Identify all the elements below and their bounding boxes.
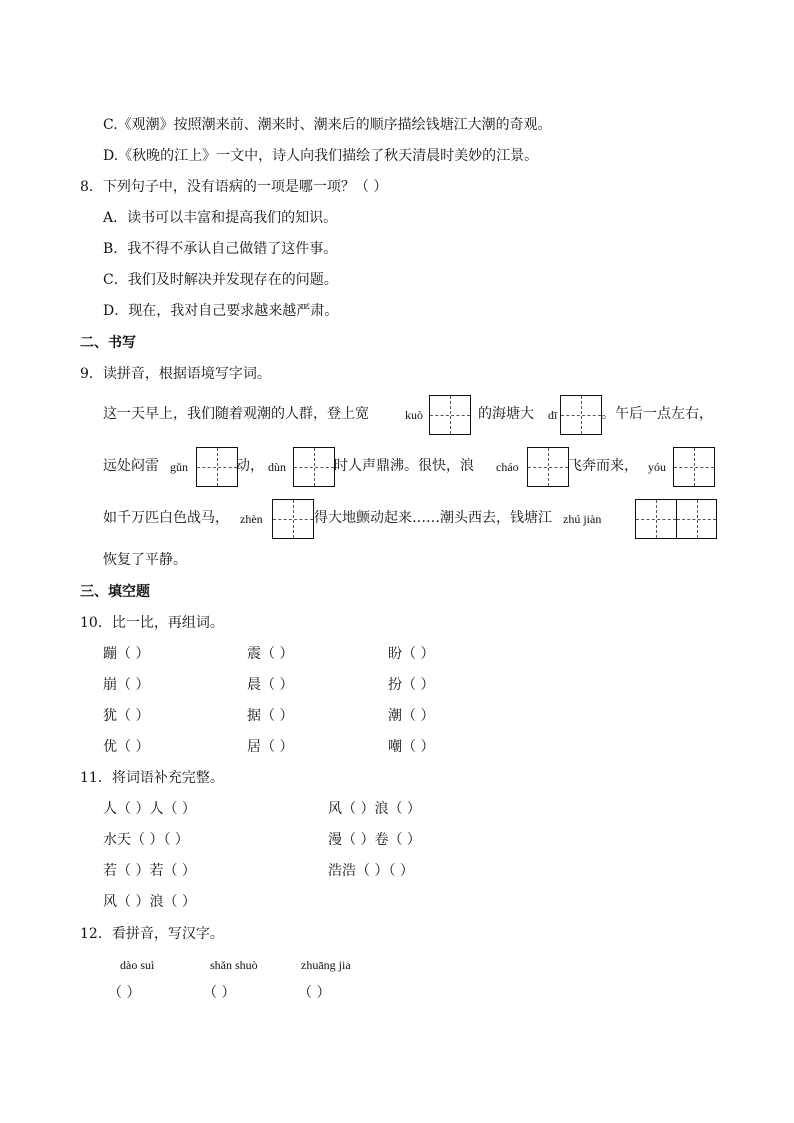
q9-text-2d: 飞奔而来，: [568, 458, 638, 474]
q10-item: 优（ ）: [103, 739, 150, 755]
q9-answer-box-8[interactable]: [635, 499, 717, 539]
q9-text-3b: 得大地颤动起来……潮头西去，钱塘江: [314, 510, 552, 526]
q9-text-4: 恢复了平静。: [103, 552, 187, 568]
q9-answer-box-5[interactable]: [527, 447, 569, 487]
q8-stem: 8．下列句子中，没有语病的一项是哪一项？（ ）: [80, 179, 388, 195]
q9-answer-box-3[interactable]: [196, 447, 238, 487]
q8-option-a: A．读书可以丰富和提高我们的知识。: [103, 210, 338, 226]
q11-item: 风（ ）浪（ ）: [103, 894, 196, 910]
q8-option-b: B．我不得不承认自己做错了这件事。: [103, 241, 338, 257]
q10-item: 据（ ）: [247, 708, 294, 724]
q12-pinyin-2: shǎn shuò: [210, 958, 258, 972]
q9-answer-box-7[interactable]: [272, 499, 314, 539]
q11-item: 风（ ）浪（ ）: [328, 801, 421, 817]
q9-pinyin-chao: cháo: [496, 460, 519, 474]
q7-option-c: C.《观潮》按照潮来前、潮来时、潮来后的顺序描绘钱塘江大潮的奇观。: [103, 117, 552, 133]
q9-answer-box-2[interactable]: [560, 395, 602, 435]
q10-item: 晨（ ）: [247, 677, 294, 693]
q11-item: 浩浩（ ）（ ）: [328, 863, 414, 879]
q7-option-d: D.《秋晚的江上》一文中，诗人向我们描绘了秋天清晨时美妙的江景。: [103, 148, 539, 164]
q12-blank-3[interactable]: （ ）: [298, 985, 331, 1001]
q11-item: 水天（ ）（ ）: [103, 832, 189, 848]
q8-option-d: D．现在，我对自己要求越来越严肃。: [103, 303, 339, 319]
q8-option-c: C．我们及时解决并发现存在的问题。: [103, 272, 338, 288]
q10-item: 盼（ ）: [388, 646, 435, 662]
section-title-writing: 二、书写: [80, 335, 136, 351]
q9-text-3a: 如千万匹白色战马，: [103, 510, 229, 526]
q9-pinyin-kuo: kuò: [405, 408, 423, 422]
q9-stem: 9．读拼音，根据语境写字词。: [80, 366, 271, 382]
q12-pinyin-3: zhuāng jia: [301, 958, 351, 972]
q9-text-2b: 动，: [236, 458, 264, 474]
q9-pinyin-zhen: zhèn: [240, 512, 263, 526]
q11-item: 人（ ）人（ ）: [103, 801, 196, 817]
q12-blank-2[interactable]: （ ）: [203, 985, 236, 1001]
q9-answer-box-6[interactable]: [673, 447, 715, 487]
q10-item: 崩（ ）: [103, 677, 150, 693]
q9-text-1a: 这一天早上，我们随着观潮的人群，登上宽: [103, 406, 369, 422]
q9-pinyin-gun: gǔn: [170, 460, 188, 474]
section-title-fill: 三、填空题: [80, 584, 150, 600]
q9-text-1c: 。午后一点左右，: [601, 406, 713, 422]
q9-pinyin-dun: dùn: [268, 460, 286, 474]
q12-pinyin-1: dào suì: [120, 958, 155, 972]
q10-item: 震（ ）: [247, 646, 294, 662]
q10-stem: 10．比一比，再组词。: [80, 615, 224, 631]
q10-item: 居（ ）: [247, 739, 294, 755]
q10-item: 潮（ ）: [388, 708, 435, 724]
q9-text-1b: 的海塘大: [478, 406, 534, 422]
q9-answer-box-4[interactable]: [293, 447, 335, 487]
q10-item: 扮（ ）: [388, 677, 435, 693]
q9-pinyin-you: yóu: [648, 460, 666, 474]
q9-pinyin-di: dī: [548, 408, 558, 422]
q9-pinyin-zhujian: zhú jiàn: [563, 512, 602, 526]
q11-stem: 11．将词语补充完整。: [80, 770, 224, 786]
q9-text-2a: 远处闷雷: [103, 458, 159, 474]
q10-item: 嘲（ ）: [388, 739, 435, 755]
q10-item: 蹦（ ）: [103, 646, 150, 662]
q10-item: 犹（ ）: [103, 708, 150, 724]
q9-answer-box-1[interactable]: [429, 395, 471, 435]
q12-stem: 12．看拼音，写汉字。: [80, 926, 224, 942]
q11-item: 若（ ）若（ ）: [103, 863, 196, 879]
q12-blank-1[interactable]: （ ）: [108, 985, 141, 1001]
q9-text-2c: 时人声鼎沸。很快，浪: [334, 458, 474, 474]
q11-item: 漫（ ）卷（ ）: [328, 832, 421, 848]
